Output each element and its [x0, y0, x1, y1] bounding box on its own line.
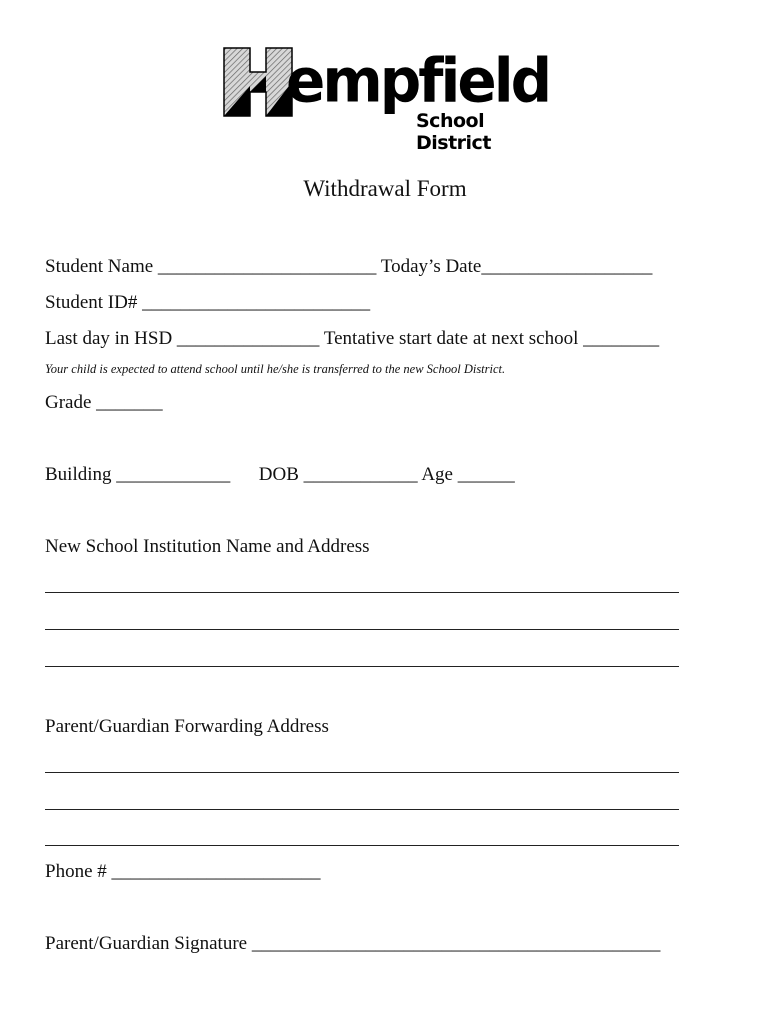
student-name-date-line[interactable]: Student Name _______________________ Today’s Date__________________ [45, 256, 653, 277]
last-day-line[interactable]: Last day in HSD _______________ Tentative start date at next school ________ [45, 328, 660, 349]
signature-line[interactable]: Parent/Guardian Signature ___________________________________________ [45, 933, 661, 954]
forwarding-address-label: Parent/Guardian Forwarding Address [45, 716, 329, 737]
new-school-label: New School Institution Name and Address [45, 536, 370, 557]
grade-line[interactable]: Grade _______ [45, 392, 163, 413]
phone-line[interactable]: Phone # ______________________ [45, 861, 321, 882]
forwarding-address-field-2[interactable] [45, 809, 679, 810]
forwarding-address-field-3[interactable] [45, 845, 679, 846]
building-dob-age-line[interactable]: Building ____________ DOB ____________ Age ______ [45, 464, 515, 485]
new-school-address-field-2[interactable] [45, 629, 679, 630]
form-title: Withdrawal Form [303, 176, 467, 201]
attendance-note: Your child is expected to attend school until he/she is transferred to the new School District. [45, 362, 506, 376]
logo-h-letter [222, 46, 294, 118]
logo-wordmark: empfield [286, 45, 550, 117]
new-school-address-field-1[interactable] [45, 592, 679, 593]
student-id-line[interactable]: Student ID# ________________________ [45, 292, 371, 313]
new-school-address-field-3[interactable] [45, 666, 679, 667]
district-logo [220, 44, 550, 154]
logo-subtitle: School District [416, 110, 491, 154]
forwarding-address-field-1[interactable] [45, 772, 679, 773]
